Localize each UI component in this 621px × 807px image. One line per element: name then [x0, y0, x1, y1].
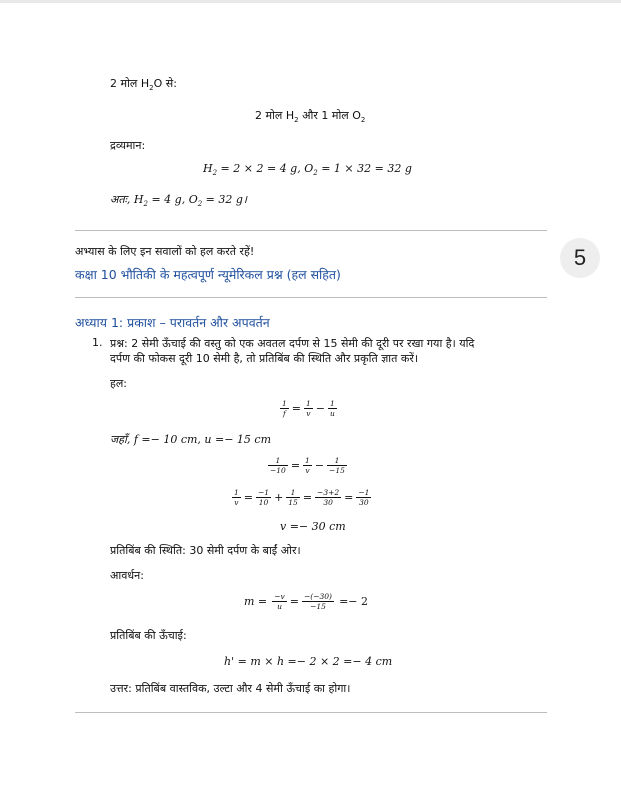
- solve-step: $\frac{1}{v}$ = $\frac{-1}{10}$ + $\frac{1}{15}$ = $\frac{-3+2}{30}$ = $\frac{-1}{30}$: [234, 488, 370, 507]
- fraction: $\frac{-1}{10}$: [258, 488, 270, 507]
- fraction: $\frac{1}{v}$: [306, 399, 311, 418]
- top-edge: [0, 0, 621, 3]
- fraction: $\frac{-(-30)}{-15}$: [304, 592, 332, 611]
- fraction: $\frac{1}{-10}$: [270, 456, 286, 475]
- given-values: जहाँ, f =− 10 cm, u =− 15 cm: [110, 433, 272, 446]
- divider-1: [75, 230, 547, 231]
- moles-ratio-line: 2 मोल $H_2$ और 1 मोल $O_2$: [255, 109, 366, 124]
- fraction: $\frac{-v}{u}$: [274, 592, 285, 611]
- question-line-1: प्रश्न: 2 सेमी ऊँचाई की वस्तु को एक अवतल दर्पण से 15 सेमी की दूरी पर रखा गया है। यदि: [110, 337, 475, 350]
- fraction: $\frac{1}{v}$: [305, 456, 310, 475]
- mass-result: अतः, $H_2 = 4$ g, $O_2 = 32$ g।: [110, 193, 248, 208]
- image-distance-result: v =− 30 cm: [280, 520, 346, 533]
- fraction: $\frac{1}{15}$: [288, 488, 298, 507]
- image-height-label: प्रतिबिंब की ऊँचाई:: [110, 629, 187, 642]
- fraction: $\frac{1}{v}$: [234, 488, 239, 507]
- fraction: $\frac{1}{f}$: [282, 399, 287, 418]
- fraction: $\frac{-1}{30}$: [358, 488, 370, 507]
- chapter-heading: अध्याय 1: प्रकाश – परावर्तन और अपवर्तन: [75, 315, 270, 330]
- divider-2: [75, 297, 547, 298]
- moles-line: 2 मोल $H_2O$ से:: [110, 77, 177, 92]
- fraction: $\frac{-3+2}{30}$: [317, 488, 340, 507]
- image-position: प्रतिबिंब की स्थिति: 30 सेमी दर्पण के बाईं ओर।: [110, 544, 301, 557]
- mass-label: द्रव्यमान:: [110, 139, 146, 152]
- substitution-step: $\frac{1}{-10}$ = $\frac{1}{v}$ − $\frac{1}{-15}$: [270, 456, 345, 475]
- fraction: $\frac{1}{u}$: [330, 399, 335, 418]
- page-number-badge: 5: [560, 238, 600, 278]
- magnification-label: आवर्धन:: [110, 569, 144, 582]
- image-height-equation: h' = m × h =− 2 × 2 =− 4 cm: [224, 655, 393, 668]
- question-line-2: दर्पण की फोकस दूरी 10 सेमी है, तो प्रतिबिंब की स्थिति और प्रकृति ज्ञात करें।: [110, 352, 419, 365]
- intro-text: अभ्यास के लिए इन सवालों को हल करते रहें!: [75, 245, 255, 258]
- mass-equation: $H_2 = 2 \times 2 = 4$ g, $O_2 = 1 \times 32 = 32$ g: [203, 162, 412, 177]
- fraction: $\frac{1}{-15}$: [329, 456, 345, 475]
- question-number: 1.: [92, 336, 103, 349]
- divider-3: [75, 712, 547, 713]
- magnification-equation: m = $\frac{-v}{u}$ = $\frac{-(-30)}{-15}$ =− 2: [244, 592, 368, 611]
- section-heading: कक्षा 10 भौतिकी के महत्वपूर्ण न्यूमेरिकल प्रश्न (हल सहित): [75, 267, 341, 282]
- solution-label: हल:: [110, 377, 128, 390]
- answer-text: उत्तर: प्रतिबिंब वास्तविक, उल्टा और 4 सेमी ऊँचाई का होगा।: [110, 682, 351, 695]
- mirror-formula: $\frac{1}{f}$ = $\frac{1}{v}$ − $\frac{1}{u}$: [282, 399, 335, 418]
